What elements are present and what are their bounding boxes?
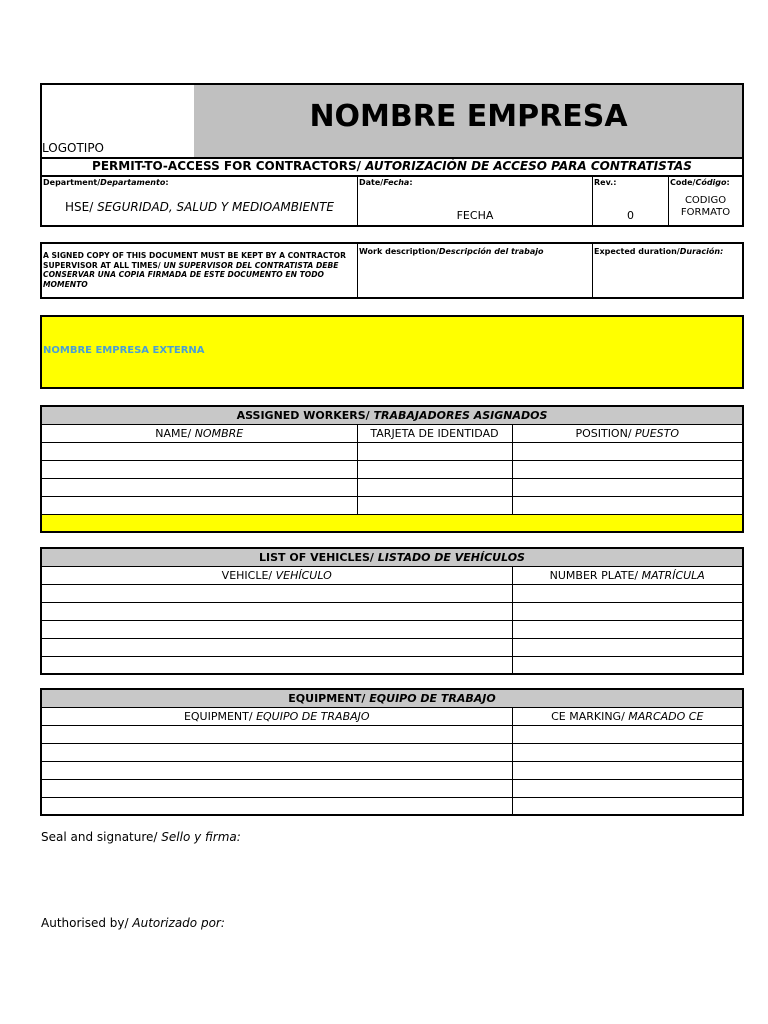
- notice-row: [40, 242, 744, 299]
- date-cell: [358, 175, 593, 225]
- code-label-es: Código: [695, 178, 727, 187]
- date-label-en: Date/: [359, 178, 384, 187]
- equipment-title-es: EQUIPO DE TRABAJO: [369, 691, 496, 705]
- col-vehicle-en: VEHICLE/: [221, 568, 273, 582]
- code-label-colon: :: [726, 178, 730, 187]
- vehicle-cell[interactable]: [41, 584, 512, 602]
- authorised-by-label: [41, 916, 225, 930]
- equipment-cell[interactable]: [41, 797, 512, 815]
- notice-text-es: UN SUPERVISOR DEL CONTRATISTA DEBE CONSERVAR UNA COPIA FIRMADA DE ESTE DOCUMENTO EN TODO MOMENTO: [43, 260, 339, 289]
- company-name: NOMBRE EMPRESA: [309, 99, 628, 134]
- table-row: [41, 797, 743, 815]
- table-row: [41, 602, 743, 620]
- equipment-cell[interactable]: [41, 725, 512, 743]
- col-name-es: NOMBRE: [194, 426, 244, 440]
- external-company-box[interactable]: [40, 315, 744, 389]
- duration-label: [594, 247, 723, 256]
- header-box: [40, 83, 744, 177]
- code-value-line2: FORMATO: [680, 207, 731, 218]
- vehicle-cell[interactable]: [41, 602, 512, 620]
- work-label-en: Work description/: [359, 247, 439, 256]
- col-equipment-es: EQUIPO DE TRABAJO: [256, 709, 370, 723]
- auth-label-es: Autorizado por:: [132, 916, 225, 930]
- duration-cell[interactable]: [593, 244, 742, 297]
- col-vehicle: [41, 566, 512, 584]
- vehicles-title-es: LISTADO DE VEHÍCULOS: [377, 550, 525, 564]
- equipment-table: [40, 688, 744, 816]
- ce-cell[interactable]: [512, 743, 743, 761]
- rev-value: 0: [627, 209, 634, 222]
- permit-title: [42, 157, 742, 175]
- duration-label-es: Duración:: [679, 247, 724, 256]
- rev-cell: [593, 175, 669, 225]
- vehicles-header-row: [41, 566, 743, 584]
- workers-title-row: [41, 406, 743, 424]
- worker-name-cell[interactable]: [41, 460, 357, 478]
- vehicles-title: [41, 548, 743, 566]
- duration-label-en: Expected duration/: [594, 247, 680, 256]
- date-label: [359, 178, 413, 187]
- worker-position-cell[interactable]: [512, 478, 743, 496]
- col-position-en: POSITION/: [575, 426, 632, 440]
- work-description-label: [359, 247, 544, 256]
- seal-label-en: Seal and signature/: [41, 830, 158, 844]
- workers-table: [40, 405, 744, 533]
- permit-title-es: AUTORIZACIÓN DE ACCESO PARA CONTRATISTAS: [365, 159, 692, 173]
- col-name-en: NAME/: [155, 426, 192, 440]
- department-value: [42, 200, 357, 214]
- work-description-cell[interactable]: [358, 244, 593, 297]
- worker-id-cell[interactable]: [357, 442, 512, 460]
- table-row: [41, 496, 743, 514]
- workers-title: [41, 406, 743, 424]
- col-position: [512, 424, 743, 442]
- col-plate-en: NUMBER PLATE/: [549, 568, 639, 582]
- department-value-en: HSE/: [64, 200, 94, 214]
- code-label-en: Code/: [670, 178, 696, 187]
- equipment-title: [41, 689, 743, 707]
- table-row: [41, 725, 743, 743]
- equipment-title-en: EQUIPMENT/: [288, 691, 366, 705]
- vehicle-cell[interactable]: [41, 656, 512, 674]
- col-name: [41, 424, 357, 442]
- col-id: TARJETA DE IDENTIDAD: [357, 424, 512, 442]
- info-row: [40, 175, 744, 227]
- col-ce-en: CE MARKING/: [551, 709, 625, 723]
- worker-position-cell[interactable]: [512, 496, 743, 514]
- col-equipment-en: EQUIPMENT/: [183, 709, 253, 723]
- equipment-cell[interactable]: [41, 779, 512, 797]
- logo-label: LOGOTIPO: [42, 141, 104, 155]
- seal-label-es: Sello y firma:: [161, 830, 241, 844]
- permit-title-en: PERMIT-TO-ACCESS FOR CONTRACTORS/: [92, 159, 361, 173]
- auth-label-en: Authorised by/: [41, 916, 129, 930]
- code-value: [669, 195, 742, 219]
- col-equipment: [41, 707, 512, 725]
- worker-id-cell[interactable]: [357, 496, 512, 514]
- notice-text: [43, 251, 355, 289]
- table-row: [41, 638, 743, 656]
- department-label-es: Departamento: [100, 178, 166, 187]
- plate-cell[interactable]: [512, 602, 743, 620]
- vehicle-cell[interactable]: [41, 638, 512, 656]
- vehicles-table: [40, 547, 744, 675]
- date-value: FECHA: [456, 209, 494, 222]
- table-row: [41, 460, 743, 478]
- table-row: [41, 761, 743, 779]
- workers-title-en: ASSIGNED WORKERS/: [236, 408, 370, 422]
- date-label-colon: :: [409, 178, 413, 187]
- worker-name-cell[interactable]: [41, 496, 357, 514]
- department-value-es: SEGURIDAD, SALUD Y MEDIOAMBIENTE: [97, 200, 335, 214]
- col-position-es: PUESTO: [635, 426, 680, 440]
- plate-cell[interactable]: [512, 620, 743, 638]
- col-plate-es: MATRÍCULA: [641, 568, 705, 582]
- table-row: [41, 779, 743, 797]
- vehicles-title-en: LIST OF VEHICLES/: [259, 550, 374, 564]
- external-company-name: NOMBRE EMPRESA EXTERNA: [43, 345, 205, 356]
- col-ce-es: MARCADO CE: [628, 709, 704, 723]
- table-row: [41, 743, 743, 761]
- col-ce: [512, 707, 743, 725]
- logo-area: [42, 85, 194, 157]
- equipment-cell[interactable]: [41, 761, 512, 779]
- workers-header-row: [41, 424, 743, 442]
- worker-position-cell[interactable]: [512, 442, 743, 460]
- workers-highlight-cell[interactable]: [41, 514, 743, 532]
- table-row: [41, 478, 743, 496]
- department-label-en: Department/: [43, 178, 101, 187]
- ce-cell[interactable]: [512, 779, 743, 797]
- ce-cell[interactable]: [512, 797, 743, 815]
- worker-position-cell[interactable]: [512, 460, 743, 478]
- code-cell: [669, 175, 742, 225]
- vehicles-title-row: [41, 548, 743, 566]
- work-label-es: Descripción del trabajo: [438, 247, 544, 256]
- notice-cell: [42, 244, 358, 297]
- table-row: [41, 442, 743, 460]
- worker-id-cell[interactable]: [357, 478, 512, 496]
- date-label-es: Fecha: [383, 178, 410, 187]
- equipment-title-row: [41, 689, 743, 707]
- department-label-colon: :: [165, 178, 169, 187]
- workers-title-es: TRABAJADORES ASIGNADOS: [373, 408, 548, 422]
- ce-cell[interactable]: [512, 725, 743, 743]
- vehicle-cell[interactable]: [41, 620, 512, 638]
- code-value-line1: CODIGO: [684, 195, 727, 206]
- worker-name-cell[interactable]: [41, 442, 357, 460]
- company-name-area: [194, 85, 742, 157]
- code-label: [670, 178, 730, 187]
- equipment-header-row: [41, 707, 743, 725]
- table-row: [41, 620, 743, 638]
- col-vehicle-es: VEHÍCULO: [275, 568, 332, 582]
- table-row: [41, 656, 743, 674]
- plate-cell[interactable]: [512, 638, 743, 656]
- plate-cell[interactable]: [512, 656, 743, 674]
- rev-label: Rev.:: [594, 178, 617, 187]
- workers-highlight-row: [41, 514, 743, 532]
- plate-cell[interactable]: [512, 584, 743, 602]
- seal-signature-label: [41, 830, 241, 844]
- ce-cell[interactable]: [512, 761, 743, 779]
- worker-id-cell[interactable]: [357, 460, 512, 478]
- col-plate: [512, 566, 743, 584]
- department-label: [43, 178, 169, 187]
- table-row: [41, 584, 743, 602]
- equipment-cell[interactable]: [41, 743, 512, 761]
- notice-text-en: A SIGNED COPY OF THIS DOCUMENT MUST BE KEPT BY A CONTRACTOR SUPERVISOR AT ALL TIMES/: [43, 251, 346, 270]
- worker-name-cell[interactable]: [41, 478, 357, 496]
- department-cell: [42, 175, 358, 225]
